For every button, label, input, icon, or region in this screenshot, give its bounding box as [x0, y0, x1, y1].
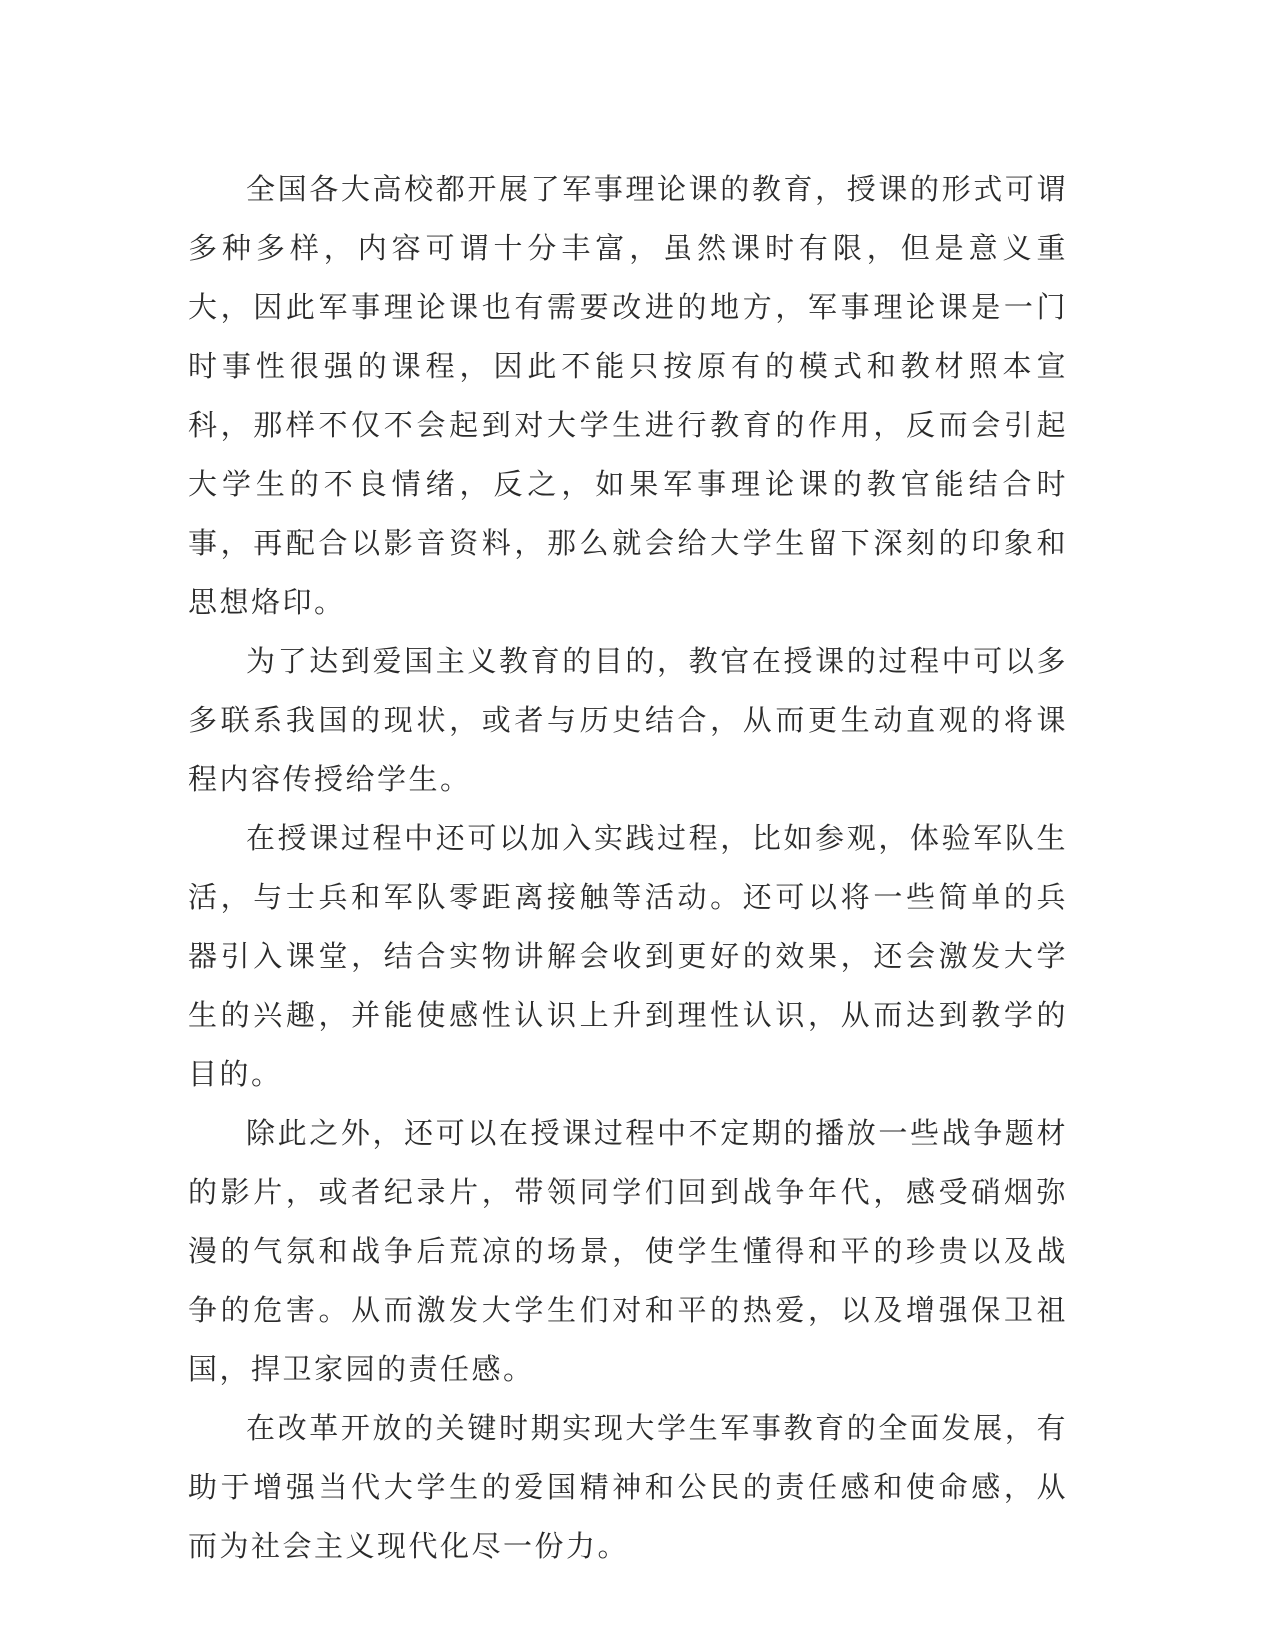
- paragraph-2: 为了达到爱国主义教育的目的，教官在授课的过程中可以多多联系我国的现状，或者与历史结合，从而更生动直观的将课程内容传授给学生。: [188, 644, 1068, 796]
- paragraph-1: 全国各大高校都开展了军事理论课的教育，授课的形式可谓多种多样，内容可谓十分丰富，虽然课时有限，但是意义重大，因此军事理论课也有需要改进的地方，军事理论课是一门时事性很强的课程，因此不能只按原有的模式和教材照本宣科，那样不仅不会起到对大学生进行教育的作用，反而会引起大学生的不良情绪，反之，如果军事理论课的教官能结合时事，再配合以影音资料，那么就会给大学生留下深刻的印象和思想烙印。: [188, 172, 1068, 619]
- paragraph-4: 除此之外，还可以在授课过程中不定期的播放一些战争题材的影片，或者纪录片，带领同学们回到战争年代，感受硝烟弥漫的气氛和战争后荒凉的场景，使学生懂得和平的珍贵以及战争的危害。从而激发大学生们对和平的热爱，以及增强保卫祖国，捍卫家园的责任感。: [188, 1116, 1068, 1386]
- paragraph-3: 在授课过程中还可以加入实践过程，比如参观，体验军队生活，与士兵和军队零距离接触等活动。还可以将一些简单的兵器引入课堂，结合实物讲解会收到更好的效果，还会激发大学生的兴趣，并能使感性认识上升到理性认识，从而达到教学的目的。: [188, 821, 1068, 1091]
- paragraph-5: 在改革开放的关键时期实现大学生军事教育的全面发展，有助于增强当代大学生的爱国精神和公民的责任感和使命感，从而为社会主义现代化尽一份力。: [188, 1411, 1068, 1563]
- document-body: [188, 160, 1068, 1576]
